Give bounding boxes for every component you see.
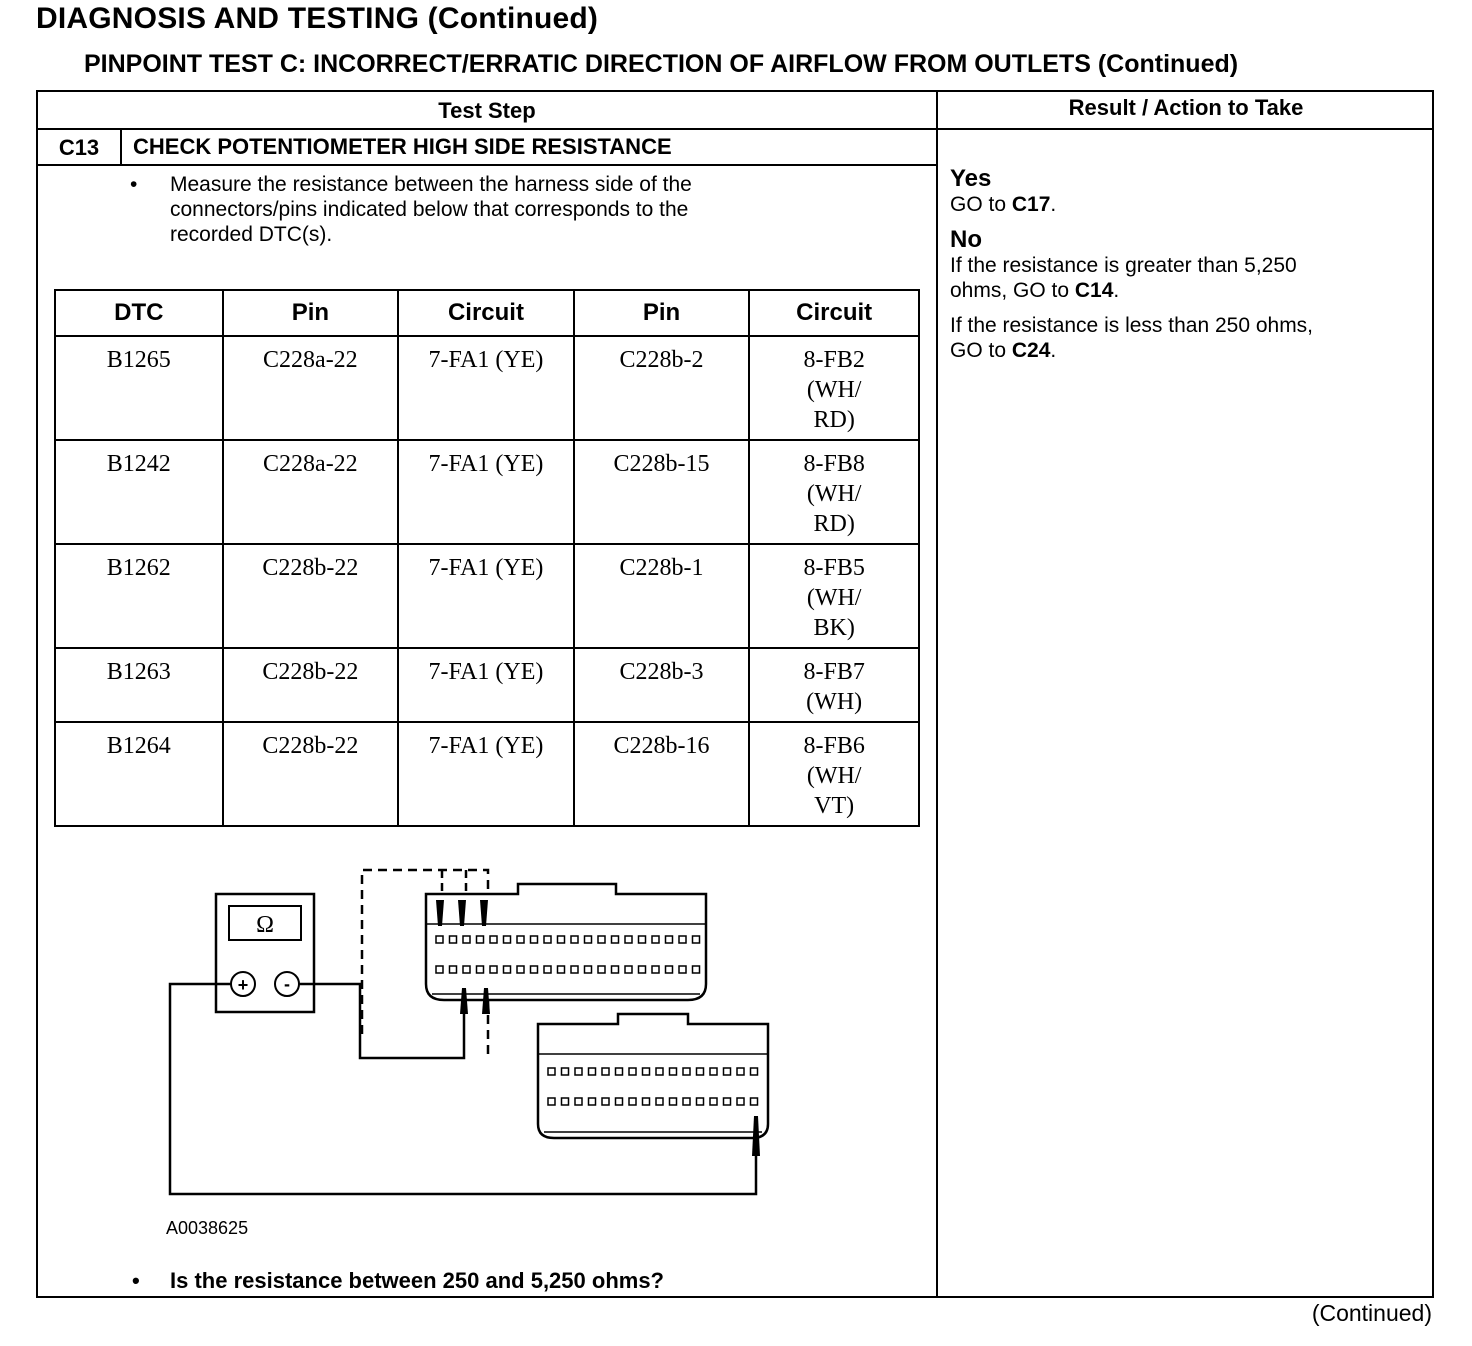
circuit-cell: 8-FB2 (WH/ RD) — [749, 336, 919, 440]
table-row — [55, 722, 919, 826]
pin-cavity — [544, 966, 551, 973]
no-label: No — [950, 226, 982, 253]
pin-cell: C228b-2 — [574, 336, 750, 440]
page-title: DIAGNOSIS AND TESTING (Continued) — [36, 2, 599, 35]
instruction-line: Measure the resistance between the harness side of the — [170, 173, 692, 196]
pin-cell: C228a-22 — [223, 440, 399, 544]
no-action-less: If the resistance is less than 250 ohms, GO to C24. — [950, 314, 1314, 362]
pin-cavity — [643, 1098, 650, 1105]
pin-cavity — [571, 936, 578, 943]
yes-label: Yes — [950, 165, 992, 192]
pin-cavity — [683, 1068, 690, 1075]
pin-cavity — [652, 966, 659, 973]
step-instruction — [132, 172, 852, 247]
pin-cavity — [463, 966, 470, 973]
pin-cavity — [504, 936, 511, 943]
pin-cavity — [575, 1068, 582, 1075]
circuit-cell: 7-FA1 (YE) — [398, 722, 574, 826]
pin-cavity — [562, 1098, 569, 1105]
pin-cavity — [629, 1098, 636, 1105]
pin-cavity — [616, 1098, 623, 1105]
pin-cavity — [544, 936, 551, 943]
test-table — [36, 90, 1434, 1298]
ohmmeter-connection-diagram — [158, 864, 778, 1204]
pin-cell: C228b-22 — [223, 648, 399, 722]
pin-cavity — [693, 936, 700, 943]
pin-cavity — [598, 966, 605, 973]
pin-cavity — [693, 966, 700, 973]
pin-cavity — [751, 1098, 758, 1105]
pin-cavity — [625, 966, 632, 973]
dtc-cell: B1262 — [55, 544, 223, 648]
pin-cavity — [629, 1068, 636, 1075]
pin-cell: C228b-3 — [574, 648, 750, 722]
circuit-cell: 8-FB8 (WH/ RD) — [749, 440, 919, 544]
pin-cavity — [679, 936, 686, 943]
pin-cavity — [612, 936, 619, 943]
pin-cavity — [450, 966, 457, 973]
pin-cavity — [575, 1098, 582, 1105]
instruction-line: connectors/pins indicated below that corresponds to the — [170, 198, 689, 221]
pin-cavity — [683, 1098, 690, 1105]
col-dtc: DTC — [55, 290, 223, 336]
no-action-greater: If the resistance is greater than 5,250 ohms, GO to C14. — [950, 254, 1297, 302]
pin-cavity — [643, 1068, 650, 1075]
instruction-line: recorded DTC(s). — [170, 223, 333, 246]
column-divider — [936, 92, 938, 1296]
col-pin-1: Pin — [223, 290, 399, 336]
question-text: Is the resistance between 250 and 5,250 ohms? — [170, 1268, 664, 1293]
step-title: CHECK POTENTIOMETER HIGH SIDE RESISTANCE — [133, 134, 672, 159]
pin-cavity — [737, 1068, 744, 1075]
dtc-table — [54, 289, 920, 827]
circuit-cell: 8-FB6 (WH/ VT) — [749, 722, 919, 826]
pin-cavity — [585, 966, 592, 973]
pin-cell: C228b-16 — [574, 722, 750, 826]
circuit-cell: 7-FA1 (YE) — [398, 440, 574, 544]
pin-cavity — [490, 936, 497, 943]
pin-cavity — [639, 966, 646, 973]
pin-cavity — [666, 936, 673, 943]
pin-cavity — [710, 1068, 717, 1075]
table-row — [55, 336, 919, 440]
pin-cavity — [517, 966, 524, 973]
pin-cavity — [724, 1068, 731, 1075]
continued-note: (Continued) — [1311, 1300, 1432, 1326]
pin-cavity — [589, 1068, 596, 1075]
pinpoint-test-title: PINPOINT TEST C: INCORRECT/ERRATIC DIRECTION OF AIRFLOW FROM OUTLETS (Continued) — [84, 50, 1239, 78]
circuit-cell: 8-FB7 (WH) — [749, 648, 919, 722]
pin-cavity — [724, 1098, 731, 1105]
svg-text:+: + — [237, 975, 249, 995]
step-header-row — [38, 128, 936, 166]
dtc-cell: B1242 — [55, 440, 223, 544]
pin-cavity — [679, 966, 686, 973]
bullet: • — [132, 1268, 140, 1293]
dtc-cell: B1263 — [55, 648, 223, 722]
pin-cavity — [558, 966, 565, 973]
connector-c228a-icon — [426, 884, 706, 1014]
dtc-cell: B1264 — [55, 722, 223, 826]
table-row — [55, 648, 919, 722]
circuit-cell: 7-FA1 (YE) — [398, 648, 574, 722]
circuit-cell: 8-FB5 (WH/ BK) — [749, 544, 919, 648]
pin-cavity — [697, 1098, 704, 1105]
connector-c228b-icon — [538, 1014, 768, 1156]
pin-cavity — [531, 936, 538, 943]
pin-cavity — [751, 1068, 758, 1075]
svg-text:Ω: Ω — [256, 912, 274, 938]
pin-cavity — [639, 936, 646, 943]
step-id: C13 — [38, 128, 122, 164]
pin-cavity — [697, 1068, 704, 1075]
pin-cavity — [602, 1068, 609, 1075]
result-action — [950, 166, 1420, 363]
pin-cavity — [612, 966, 619, 973]
pin-cavity — [562, 1068, 569, 1075]
pin-cavity — [558, 936, 565, 943]
pin-cavity — [436, 966, 443, 973]
pin-cavity — [517, 936, 524, 943]
bullet: • — [130, 173, 138, 196]
pin-cavity — [548, 1068, 555, 1075]
col-circuit-2: Circuit — [749, 290, 919, 336]
table-header — [38, 92, 1432, 130]
pin-cavity — [670, 1098, 677, 1105]
pin-cell: C228b-22 — [223, 544, 399, 648]
pin-cell: C228b-22 — [223, 722, 399, 826]
pin-cavity — [670, 1068, 677, 1075]
ohmmeter-icon — [216, 894, 314, 1012]
pin-cavity — [710, 1098, 717, 1105]
pin-cavity — [602, 1098, 609, 1105]
pin-cavity — [531, 966, 538, 973]
pin-cavity — [616, 1068, 623, 1075]
pin-cavity — [548, 1098, 555, 1105]
dtc-cell: B1265 — [55, 336, 223, 440]
yes-action: GO to C17. — [950, 193, 1057, 216]
pin-cavity — [666, 966, 673, 973]
circuit-cell: 7-FA1 (YE) — [398, 336, 574, 440]
dtc-table-header — [55, 290, 919, 336]
pin-cavity — [463, 936, 470, 943]
pin-cavity — [625, 936, 632, 943]
pin-cavity — [490, 966, 497, 973]
pin-cavity — [504, 966, 511, 973]
pin-cavity — [585, 936, 592, 943]
result-header: Result / Action to Take — [1068, 95, 1304, 120]
pin-cell: C228a-22 — [223, 336, 399, 440]
pin-cavity — [652, 936, 659, 943]
pin-cavity — [477, 936, 484, 943]
pin-cavity — [450, 936, 457, 943]
table-row — [55, 544, 919, 648]
table-row — [55, 440, 919, 544]
pin-cell: C228b-15 — [574, 440, 750, 544]
pin-cavity — [436, 936, 443, 943]
col-pin-2: Pin — [574, 290, 750, 336]
circuit-cell: 7-FA1 (YE) — [398, 544, 574, 648]
pin-cavity — [656, 1098, 663, 1105]
pin-cavity — [656, 1068, 663, 1075]
step-question — [132, 1268, 664, 1294]
pin-cavity — [589, 1098, 596, 1105]
svg-text:-: - — [284, 974, 290, 994]
pin-cavity — [477, 966, 484, 973]
pin-cavity — [737, 1098, 744, 1105]
pin-cavity — [598, 936, 605, 943]
col-circuit-1: Circuit — [398, 290, 574, 336]
pin-cell: C228b-1 — [574, 544, 750, 648]
pin-cavity — [571, 966, 578, 973]
test-step-header: Test Step — [438, 98, 536, 123]
figure-id: A0038625 — [166, 1218, 249, 1238]
